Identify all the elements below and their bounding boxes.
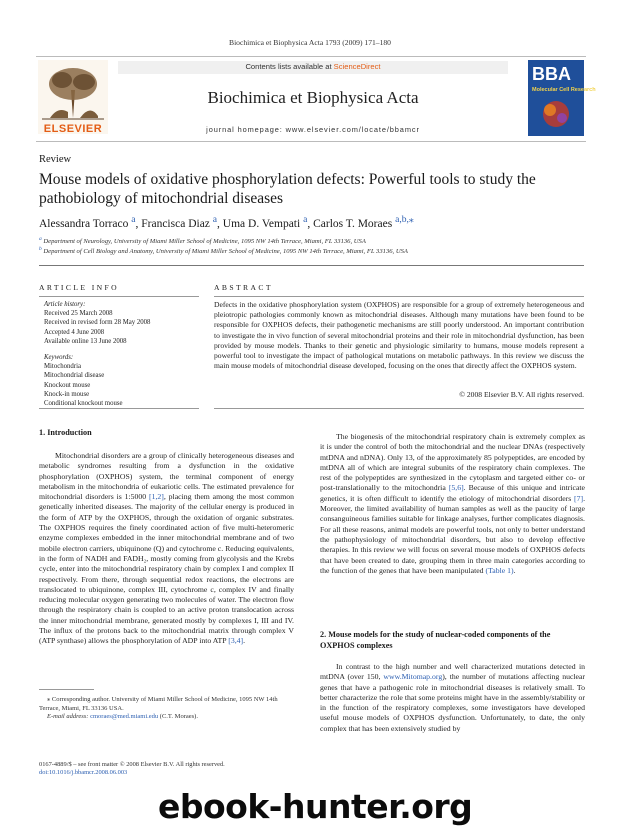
section-heading-mouse-models: 2. Mouse models for the study of nuclear-coded components of the OXPHOS complexes (320, 630, 551, 650)
journal-homepage[interactable]: journal homepage: www.elsevier.com/locate/bbamcr (206, 125, 420, 134)
journal-cover (528, 60, 596, 136)
paragraph-text: Mitochondrial disorders are a group of clinically heterogeneous diseases and metabolic syndromes resulting from a dysfunction in the oxidative phosphorylation (OXPHOS) system, the terminal component of energy metabolism in the mitochondria of eukariotic cells. The estimated prevalence for mitochondrial disorders is 1:5000 (39, 451, 294, 502)
keywords (44, 353, 204, 408)
author-name: Uma D. Vempati (222, 217, 301, 230)
history-item: Received 25 March 2008 (44, 310, 113, 318)
title-line-1: Mouse models of oxidative phosphorylation defects: Powerful tools to study the (39, 171, 536, 188)
journal-title: Biochimica et Biophysica Acta (207, 88, 419, 107)
abstract-text: Defects in the oxidative phosphorylation system (OXPHOS) are responsible for a group of extremely heterogeneous and pleiotropic pathologies commonly known as mitochondrial diseases. Although many mutations have been found to be responsible for OXPHOS defects, their pathogenetic mechanisms are still poorly understood. An important contribution to investigate the in vivo function of several mitochondrial proteins and their role in mitochondrial dysfunction, has been provided by mouse models. Thanks to their genetic and physiologic similarity to humans, mouse models represent a powerful tool to investigate the impact of pathological mutations on metabolic pathways. In this review we discuss the main mouse models of mitochondrial disease developed, focusing on the ones that directly affect the OXPHOS system. (214, 300, 584, 371)
head-divider (39, 265, 584, 266)
cover-subtitle: Molecular Cell Research (532, 87, 596, 93)
email-suffix: (C.T. Moraes). (158, 713, 198, 721)
author-name: Francisca Diaz (141, 217, 210, 230)
footnote-text: Corresponding author. University of Miami Miller School of Medicine, 1095 NW 14th Terrace, Miami, FL 33136 USA. (39, 696, 278, 712)
affiliation-text: Department of Cell Biology and Anatomy, University of Miami Miller School of Medicine, 1095 NW 14th Terrace, Miami, FL 33136, USA (43, 248, 408, 256)
paragraph-text: , placing them among the most common genetically inherited diseases. The majority of the cellular energy is produced in the form of ATP by the OXPHOS, through the oxidation of organic substrates. The OXPHOS requires the finely coordinated action of five multi-heteromeric enzyme complexes embedded in the inner mitochondrial membrane and of two mobile electron carriers, ubiquinone (Q) and cytochrome c. Reducing equivalents, in the form of NADH and FADH₂, mostly coming from glycolysis and the Krebs cycle, enter into the mitochondrial respiratory chain by complex I and complex II respectively. From there, through sequential redox reactions, the electrons are translocated to ubiquinone, complex III, cytochrome c, complex IV and finally reducing molecular oxygen generating two molecules of water. The electron flow through the respiratory chain is coupled to an active proton translocation across the inner mitochondrial membrane, generated mostly by complexes I, III and IV. The influx of the protons back to the mitochondrial matrix through complex V (ATP synthase) allows the phosphorylation of ADP into ATP (39, 492, 295, 646)
abstract-copyright: © 2008 Elsevier B.V. All rights reserved. (459, 390, 584, 399)
affiliation-marker: a (39, 236, 42, 242)
contents-availability (118, 62, 508, 71)
email-label: E-mail address: (47, 713, 89, 721)
affiliation-marker: b (39, 246, 42, 252)
doi-link[interactable]: doi:10.1016/j.bbamcr.2008.06.003 (39, 769, 128, 777)
watermark: ebook-hunter.org (158, 787, 473, 826)
abstract-heading: ABSTRACT (214, 283, 273, 292)
contents-prefix: Contents lists available at (245, 62, 334, 71)
paragraph-text: ), the number of mutations affecting nuclear genes that have a pathogenic role in mitochondrial diseases is relatively small. To better characterize the role that some proteins might have in the assembly/stability or in the function of the respiratory complexes, some investigators have developed useful mouse models of OXPHOS dysfunction. Unfortunately, to date, the only complex that has been extensively studied by (320, 672, 585, 733)
keywords-label: Keywords: (44, 354, 74, 361)
sciencedirect-link[interactable]: ScienceDirect (333, 62, 381, 71)
issn-line: 0167-4889/$ – see front matter © 2008 Elsevier B.V. All rights reserved. (39, 761, 225, 768)
author-list: Alessandra Torraco $^a$, Francisca Diaz $^a$, Uma D. Vempati $^a$, Carlos T. Moraes $^{a,b,⁎}$ (39, 214, 414, 230)
history-label: Article history: (44, 301, 86, 308)
paragraph-text: . Because of this unique and intricate genetics, it is often difficult to identify the etiology of mitochondrial disorders (320, 483, 585, 503)
affiliation-text: Department of Neurology, University of Miami Miller School of Medicine, 1095 NW 14th Terrace, Miami, FL 33136, USA (43, 238, 366, 246)
info-bottom-divider (39, 408, 199, 409)
author-name: Alessandra Torraco (39, 217, 129, 230)
abstract-divider (214, 296, 584, 297)
info-divider (39, 296, 199, 297)
keyword: Knock-in mouse (44, 390, 90, 398)
cover-title: BBA (532, 64, 571, 84)
paragraph-text: The biogenesis of the mitochondrial respiratory chain is extremely complex as it is under the control of both the mitochondrial and the nuclear DNAs (respectively mtDNA and nDNA). Only 13, of the approximately 85 polypeptides, are encoded by mtDNA all of which are integral subunits of the respiratory chain complexes. The rest of the polypeptides are synthesized in the cytoplasm and targeted either co- or post-translationally to the mitochondria (320, 432, 585, 493)
history-item: Available online 13 June 2008 (44, 337, 127, 345)
front-matter (39, 761, 309, 778)
keyword: Conditional knockout mouse (44, 400, 123, 408)
article-type: Review (39, 154, 72, 165)
article-history (44, 300, 204, 346)
body-paragraph (39, 451, 294, 647)
keyword: Knockout mouse (44, 381, 91, 389)
keyword: Mitochondrial disease (44, 372, 105, 380)
journal-citation: Biochimica et Biophysica Acta 1793 (2009) 171–180 (229, 38, 391, 47)
footnote-divider (39, 689, 94, 690)
paragraph-text: . Moreover, the limited availability of human samples as well as the paucity of large consanguineous families suitable for linkage analyses, further complicates diagnosis. For all these reasons, animal models are powerful tools, not only to better understand the pathophysiology of mitochondrial disorders, but also to develop effective therapies. In this review we will focus on several mouse models of OXPHOS defects that have been created to date, grouping them in three main categories according to the function of the genes that have been manipulated (320, 493, 585, 575)
body-paragraph (320, 662, 585, 734)
affiliation (39, 246, 599, 255)
paragraph-text: In contrast to the high number and well characterized mutations detected in mtDNA (over 150, (320, 662, 585, 682)
author-affiliation-marker[interactable]: a,b,⁎ (395, 214, 414, 225)
citation-link[interactable]: [7] (574, 493, 584, 503)
citation-link[interactable]: [1,2] (149, 492, 164, 502)
paragraph-text: . (243, 636, 246, 646)
history-item: Received in revised form 28 May 2008 (44, 319, 151, 327)
corresponding-author-footnote (39, 696, 294, 722)
keyword: Mitochondria (44, 363, 81, 371)
elsevier-wordmark: ELSEVIER (43, 123, 103, 135)
author-name: Carlos T. Moraes (313, 217, 393, 230)
author-affiliation-marker[interactable]: a (303, 214, 308, 225)
article-info-heading: ARTICLE INFO (39, 283, 120, 292)
footnote-marker: ⁎ (47, 696, 51, 703)
table-reference-link[interactable]: (Table 1) (485, 565, 514, 575)
abstract-bottom-divider (214, 408, 584, 409)
citation-link[interactable]: [5,6] (448, 483, 464, 493)
email-link[interactable]: cmoraes@med.miami.edu (90, 713, 159, 721)
paragraph-text: . (513, 565, 516, 575)
body-paragraph (320, 432, 585, 576)
title-line-2: pathobiology of mitochondrial diseases (39, 190, 284, 207)
article-title (39, 170, 589, 208)
author-affiliation-marker[interactable]: a (131, 214, 136, 225)
mitomap-link[interactable]: www.Mitomap.org (383, 672, 443, 682)
author-affiliation-marker[interactable]: a (212, 214, 218, 225)
citation-link[interactable]: [3,4] (228, 636, 244, 646)
section-heading-introduction: 1. Introduction (39, 428, 92, 437)
affiliation (39, 236, 599, 245)
history-item: Accepted 4 June 2008 (44, 328, 105, 336)
